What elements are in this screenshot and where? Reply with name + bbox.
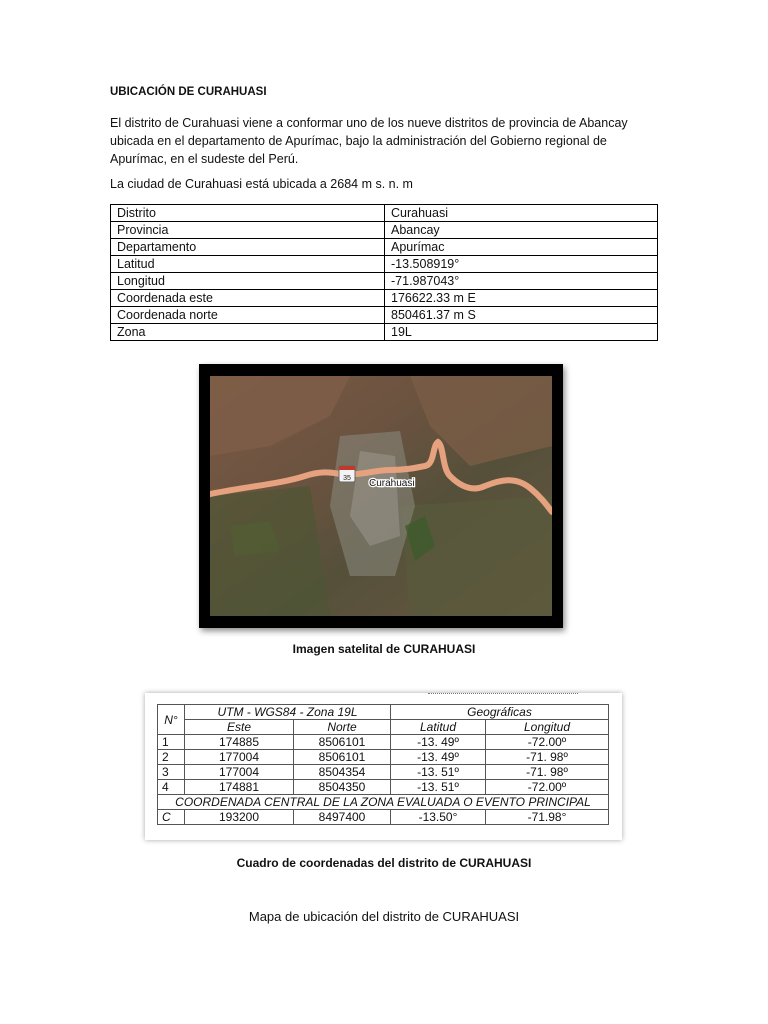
n-header: N° [158,705,185,735]
sub-header-este: Este [185,720,294,735]
sub-header-longitud: Longitud [486,720,609,735]
coord-cell-este: 177004 [185,750,294,765]
info-label: Coordenada este [111,290,385,307]
coord-cell-este: 174881 [185,780,294,795]
coord-cell-lon: -72.00º [486,780,609,795]
stray-mark [428,693,578,698]
info-row [111,324,658,341]
info-label: Distrito [111,205,385,222]
coord-cell-lon: -71. 98º [486,750,609,765]
info-row [111,290,658,307]
coord-cell-norte: 8506101 [294,735,391,750]
coord-cell-lat: -13. 49º [391,735,486,750]
coord-cell-lon: -72.00º [486,735,609,750]
sub-header-latitud: Latitud [391,720,486,735]
coord-cell-n: C [158,810,185,825]
info-row [111,239,658,256]
info-value: -13.508919° [385,256,658,273]
info-label: Provincia [111,222,385,239]
coord-cell-norte: 8497400 [294,810,391,825]
coord-cell-n: 3 [158,765,185,780]
info-label: Departamento [111,239,385,256]
intro-paragraph: El distrito de Curahuasi viene a conformar uno de los nueve distritos de provincia de Abancay ubicada en el departamento de Apurímac, bajo la administración del Gobierno regional de Apurímac, en el sudeste del Perú. [110,116,628,166]
sub-header-norte: Norte [294,720,391,735]
coord-cell-lat: -13. 51º [391,780,486,795]
coordinates-table-image [145,693,622,840]
coordinates-table [157,704,609,825]
coord-row [158,735,609,750]
location-info-table [110,204,658,341]
geo-header: Geográficas [391,705,609,720]
info-label: Zona [111,324,385,341]
coord-cell-lat: -13. 51º [391,765,486,780]
coord-row [158,765,609,780]
coord-cell-este: 174885 [185,735,294,750]
central-label: COORDENADA CENTRAL DE LA ZONA EVALUADA O EVENTO PRINCIPAL [158,795,609,810]
satellite-image [210,376,552,616]
coord-cell-n: 2 [158,750,185,765]
coord-cell-norte: 8504350 [294,780,391,795]
coord-row [158,750,609,765]
info-value: Apurímac [385,239,658,256]
coord-cell-lon: -71.98° [486,810,609,825]
info-label: Coordenada norte [111,307,385,324]
coord-cell-lat: -13. 49º [391,750,486,765]
info-row [111,307,658,324]
coord-cell-lon: -71. 98º [486,765,609,780]
coordinates-caption: Cuadro de coordenadas del distrito de CURAHUASI [236,856,532,870]
coord-cell-norte: 8506101 [294,750,391,765]
info-value: 19L [385,324,658,341]
altitude-text: La ciudad de Curahuasi está ubicada a 2684 m s. n. m [110,177,413,191]
coord-cell-n: 4 [158,780,185,795]
satellite-caption: Imagen satelital de CURAHUASI [292,642,476,656]
page-heading: UBICACIÓN DE CURAHUASI [110,86,267,98]
coord-cell-n: 1 [158,735,185,750]
coord-cell-lat: -13.50° [391,810,486,825]
info-label: Longitud [111,273,385,290]
coord-cell-este: 177004 [185,765,294,780]
info-label: Latitud [111,256,385,273]
info-value: Abancay [385,222,658,239]
info-row [111,222,658,239]
info-value: 850461.37 m S [385,307,658,324]
info-row [111,256,658,273]
satellite-image-frame [199,364,563,628]
coord-cell-norte: 8504354 [294,765,391,780]
coord-row [158,780,609,795]
info-row [111,205,658,222]
info-value: -71.987043° [385,273,658,290]
central-row [158,810,609,825]
coord-cell-este: 193200 [185,810,294,825]
map-caption: Mapa de ubicación del distrito de CURAHUASI [248,909,520,924]
info-row [111,273,658,290]
info-value: 176622.33 m E [385,290,658,307]
utm-header: UTM - WGS84 - Zona 19L [185,705,391,720]
info-value: Curahuasi [385,205,658,222]
central-label-row [158,795,609,810]
place-label: Curahuasi [369,478,415,489]
road-badge-label: 35 [343,475,351,482]
